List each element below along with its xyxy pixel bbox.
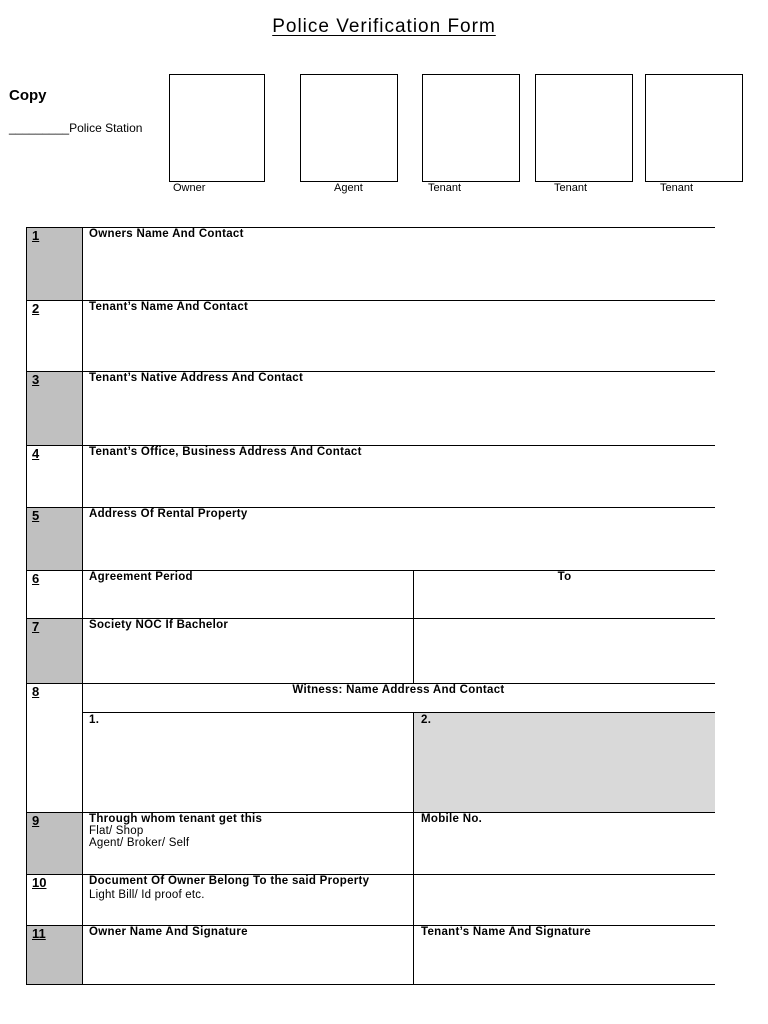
row8-number: 8 bbox=[32, 684, 40, 699]
witness1-label: 1. bbox=[89, 714, 100, 726]
row8-label: Witness: Name Address And Contact bbox=[292, 684, 505, 696]
tenant2-photo-box bbox=[535, 74, 633, 182]
verification-table bbox=[26, 227, 715, 985]
row2-label: Tenant’s Name And Contact bbox=[89, 301, 249, 313]
row6-label: Agreement Period bbox=[89, 571, 193, 583]
row1-number: 1 bbox=[32, 228, 40, 243]
agent-photo-box bbox=[300, 74, 398, 182]
row9-label bbox=[89, 813, 262, 849]
row4-label: Tenant’s Office, Business Address And Contact bbox=[89, 446, 362, 458]
row10-number: 10 bbox=[32, 875, 47, 890]
row9-sub2: Agent/ Broker/ Self bbox=[89, 837, 190, 849]
row10-title: Document Of Owner Belong To the said Property bbox=[89, 875, 370, 887]
row9-title: Through whom tenant get this bbox=[89, 813, 263, 825]
tenant1-photo-box bbox=[422, 74, 520, 182]
tenant3-photo-label: Tenant bbox=[660, 182, 694, 194]
mobile-no-label: Mobile No. bbox=[421, 813, 483, 825]
agent-photo-label: Agent bbox=[334, 182, 363, 194]
agreement-to-label: To bbox=[557, 571, 572, 583]
owner-photo-label: Owner bbox=[173, 182, 206, 194]
tenant-signature-label: Tenant’s Name And Signature bbox=[421, 926, 591, 938]
witness2-label: 2. bbox=[421, 714, 432, 726]
row10-sub1: Light Bill/ Id proof etc. bbox=[89, 889, 205, 901]
row11-label: Owner Name And Signature bbox=[89, 926, 248, 938]
row3-label: Tenant’s Native Address And Contact bbox=[89, 372, 304, 384]
row7-label: Society NOC If Bachelor bbox=[89, 619, 229, 631]
police-station-field: _________Police Station bbox=[9, 121, 143, 135]
form-title: Police Verification Form bbox=[272, 16, 496, 37]
row6-number: 6 bbox=[32, 571, 40, 586]
row5-number: 5 bbox=[32, 508, 40, 523]
row3-number: 3 bbox=[32, 372, 40, 387]
witness2-shade bbox=[414, 713, 715, 812]
copy-label: Copy bbox=[9, 87, 47, 104]
row9-sub1: Flat/ Shop bbox=[89, 825, 144, 837]
row1-label: Owners Name And Contact bbox=[89, 228, 244, 240]
row2-number: 2 bbox=[32, 301, 40, 316]
row4-number: 4 bbox=[32, 446, 40, 461]
row7-number: 7 bbox=[32, 619, 40, 634]
row10-label bbox=[89, 874, 379, 902]
tenant3-photo-box bbox=[645, 74, 743, 182]
row5-label: Address Of Rental Property bbox=[89, 508, 248, 520]
row9-number: 9 bbox=[32, 813, 40, 828]
owner-photo-box bbox=[169, 74, 265, 182]
row11-number: 11 bbox=[32, 926, 46, 941]
tenant1-photo-label: Tenant bbox=[428, 182, 462, 194]
tenant2-photo-label: Tenant bbox=[554, 182, 588, 194]
